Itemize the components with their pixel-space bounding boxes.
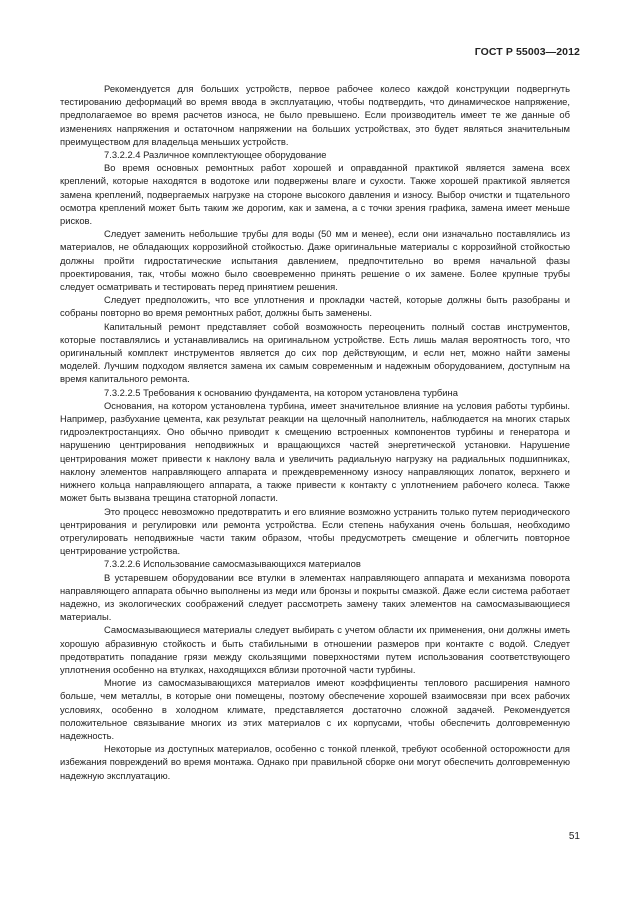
- paragraph: Это процесс невозможно предотвратить и его влияние возможно устранить только путем периодического центрирования и регулировки или ремонта устройства. Если степень набухания очень большая, необходимо отрегулировать неподвижные части таким образом, чтобы предусмотреть смещение и облегчить повторное центрирование устройства.: [60, 505, 570, 557]
- paragraph: Основания, на котором установлена турбина, имеет значительное влияние на условия работы турбины. Например, разбухание цемента, как результат реакции на щелочный наполнитель, наблюдается на многих старых гидроэлектростанциях. Оно обычно приводит к смещению встроенных компонентов турбины и генератора и нарушению центрирования неподвижных и вращающихся частей энергетической установки. Нарушение центрирования может привести к наклону вала и увеличить радиальную нагрузку на радиальных подшипниках, наклону элементов направляющего аппарата и преждевременному износу направляющих лопаток, верхнего и нижнего кольца направляющего аппарата, а также привести к контакту с уплотнением рабочего колеса. Также может быть вызвана трещина статорной лопасти.: [60, 399, 570, 504]
- paragraph: Следует предположить, что все уплотнения и прокладки частей, которые должны быть разобраны и собраны повторно во время ремонтных работ, должны быть заменены.: [60, 294, 570, 319]
- section-heading: 7.3.2.2.6 Использование самосмазывающихся материалов: [104, 558, 361, 570]
- page-number: 51: [568, 831, 580, 842]
- paragraph: Во время основных ремонтных работ хорошей и оправданной практикой является замена всех креплений, которые находятся в водотоке или подвержены влаге и сухости. Также хорошей практикой является замена креплений, подвергаемых нагрузке на стороне высокого давления и износу. Выбор очистки и тщательного осмотра креплений может быть таким же дорогим, как и замена, а с точки зрения графика, замена имеет меньше рисков.: [60, 162, 570, 227]
- paragraph: Следует заменить небольшие трубы для воды (50 мм и менее), если они изначально поставлялись из материалов, не обладающих коррозийной стойкостью. Даже оригинальные материалы с коррозийной стойкостью должны пройти гидростатические испытания давлением, предпочтительно во время начальной фазы проектирования, так, чтобы можно было своевременно принять решение о их замене. Более крупные трубы следует осматривать и тестировать перед принятием решения.: [60, 228, 570, 293]
- document-header-standard-id: ГОСТ Р 55003—2012: [474, 46, 580, 58]
- section-heading: 7.3.2.2.5 Требования к основанию фундамента, на котором установлена турбина: [104, 386, 458, 398]
- paragraph: Рекомендуется для больших устройств, первое рабочее колесо каждой конструкции подвергнуть тестированию деформаций во время ввода в эксплуатацию, чтобы подтвердить, что динамическое напряжение, предполагаемое во время расчетов износа, не было превышено. Если производитель имеет те же данные об изменениях напряжения и остаточном напряжении на больших устройствах, это будет являться значительным преимуществом для владельца меньших устройств.: [60, 83, 570, 147]
- paragraph: Капитальный ремонт представляет собой возможность переоценить полный состав инструментов, которые поставлялись и устанавливались на оригинальном устройстве. Есть лишь малая вероятность того, что оригинальный комплект инструментов является до сих пор действующим, и если нет, можно найти замены моделей. Лучшим подходом является замена их самым современным и надежным оборудованием, доступным на время капитального ремонта.: [60, 320, 570, 385]
- paragraph: Самосмазывающиеся материалы следует выбирать с учетом области их применения, они должны иметь хорошую абразивную стойкость и быть стабильными в отношении размеров при контакте с водой. Следует предотвратить попадание грязи между скользящими поверхностями путем использования соответствующего уплотнения особенно на втулках, находящихся вблизи проточной части турбины.: [60, 624, 570, 675]
- paragraph: Многие из самосмазывающихся материалов имеют коэффициенты теплового расширения намного больше, чем металлы, в которые они помещены, поэтому обеспечение хорошей взаимосвязи при всех рабочих условиях, особенно в холодном климате, представляется достаточно сложной задачей. Рекомендуется положительное связывание многих из этих материалов с их корпусами, чтобы обеспечить долговременную надежность.: [60, 677, 570, 741]
- section-heading: 7.3.2.2.4 Различное комплектующее оборудование: [104, 149, 327, 161]
- paragraph: В устаревшем оборудовании все втулки в элементах направляющего аппарата и механизма поворота направляющего аппарата обычно выполнены из меди или бронзы и покрыты смазкой. Даже если система работает надежно, из экологических соображений следует рассмотреть замену таких элементов на самосмазывающиеся материалы.: [60, 571, 570, 623]
- paragraph: Некоторые из доступных материалов, особенно с тонкой пленкой, требуют особенной осторожности для избежания повреждений во время монтажа. Однако при правильной сборке они могут обеспечить долговременную надежную эксплуатацию.: [60, 743, 570, 781]
- document-body: [60, 82, 570, 782]
